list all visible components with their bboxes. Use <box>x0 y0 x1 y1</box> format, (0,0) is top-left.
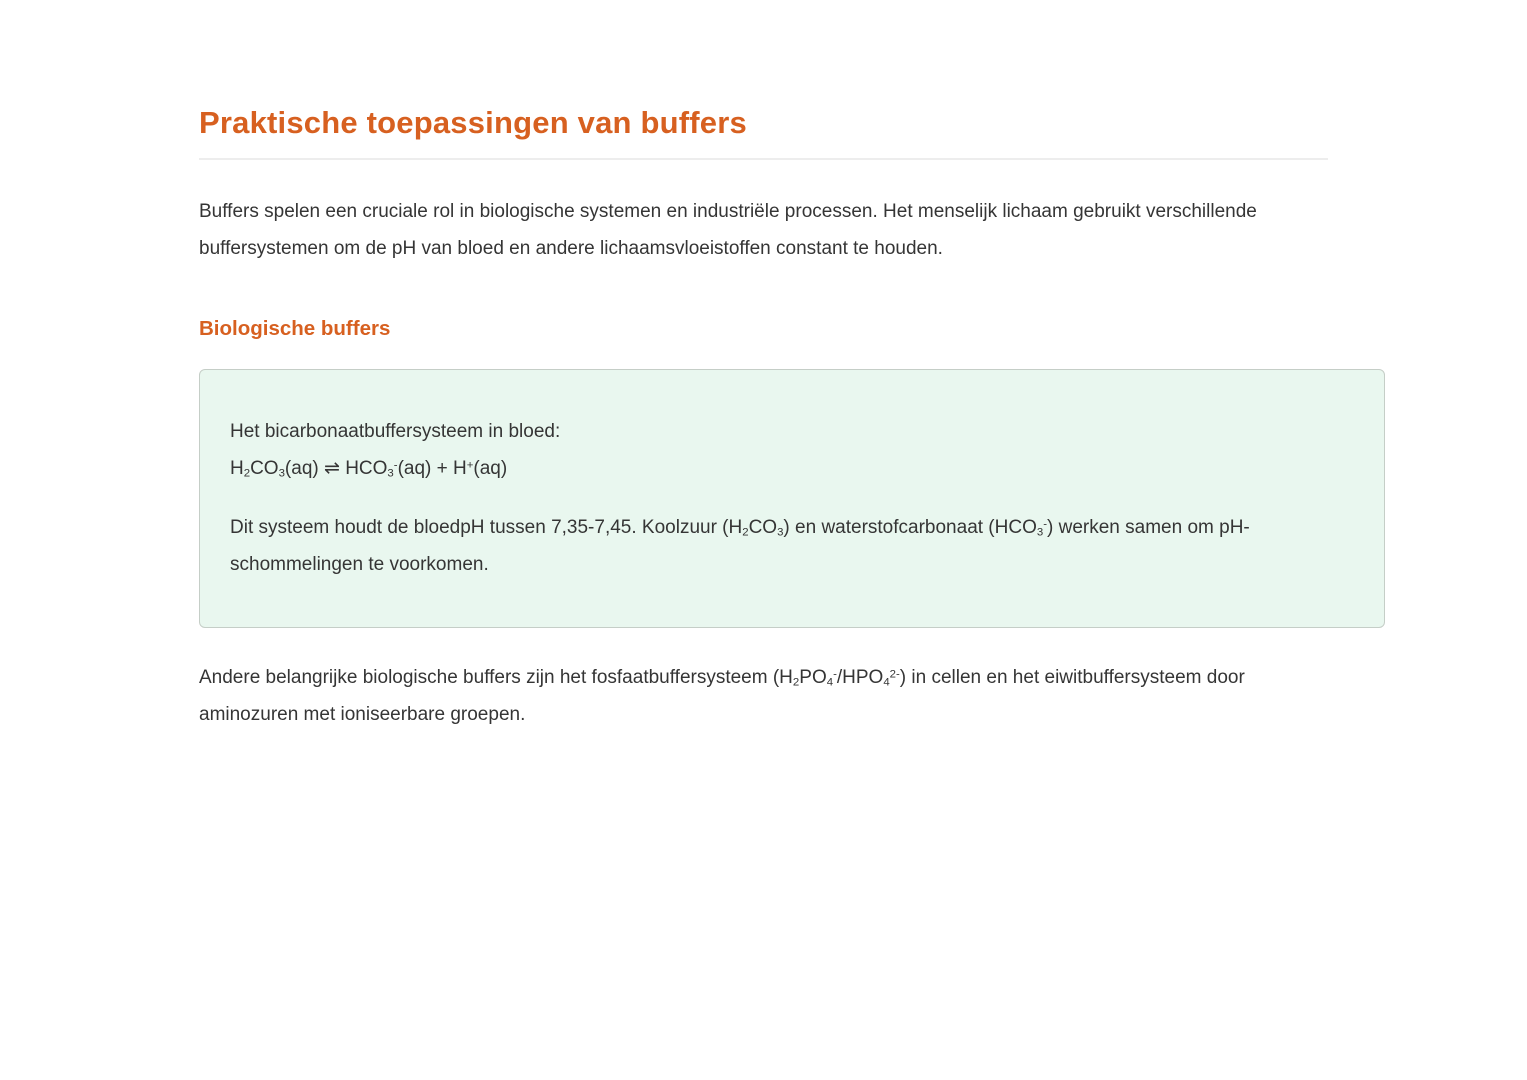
intro-paragraph: Buffers spelen een cruciale rol in biologische systemen en industriële processen. Het menselijk lichaam gebruikt verschillende buffersystemen om de pH van bloed en andere lichaamsvloeistoffen constant te houden. <box>199 201 1257 259</box>
callout-body: Dit systeem houdt de bloedpH tussen 7,35-7,45. Koolzuur $(H_2CO_3)$ en waterstofcarbonaat $(HCO_3^-)$ werken samen om pH-schommelingen te voorkomen. <box>230 517 1250 575</box>
section-heading-biologische-buffers: Biologische buffers <box>199 317 391 340</box>
outro-paragraph: Andere belangrijke biologische buffers zijn het fosfaatbuffersysteem $(H_2PO_4^-/HPO_4^{2-})$ in cellen en het eiwitbuffersysteem door aminozuren met ioniseerbare groepen. <box>199 667 1245 725</box>
callout-equation: $H_2CO_3(aq)$ ⇌ $HCO_3^-(aq) + H^+(aq)$ <box>230 458 508 480</box>
biological-buffer-callout <box>199 369 1385 628</box>
callout-intro-line: Het bicarbonaatbuffersysteem in bloed: <box>230 421 561 442</box>
page-title: Praktische toepassingen van buffers <box>199 105 747 140</box>
title-divider <box>199 158 1328 160</box>
